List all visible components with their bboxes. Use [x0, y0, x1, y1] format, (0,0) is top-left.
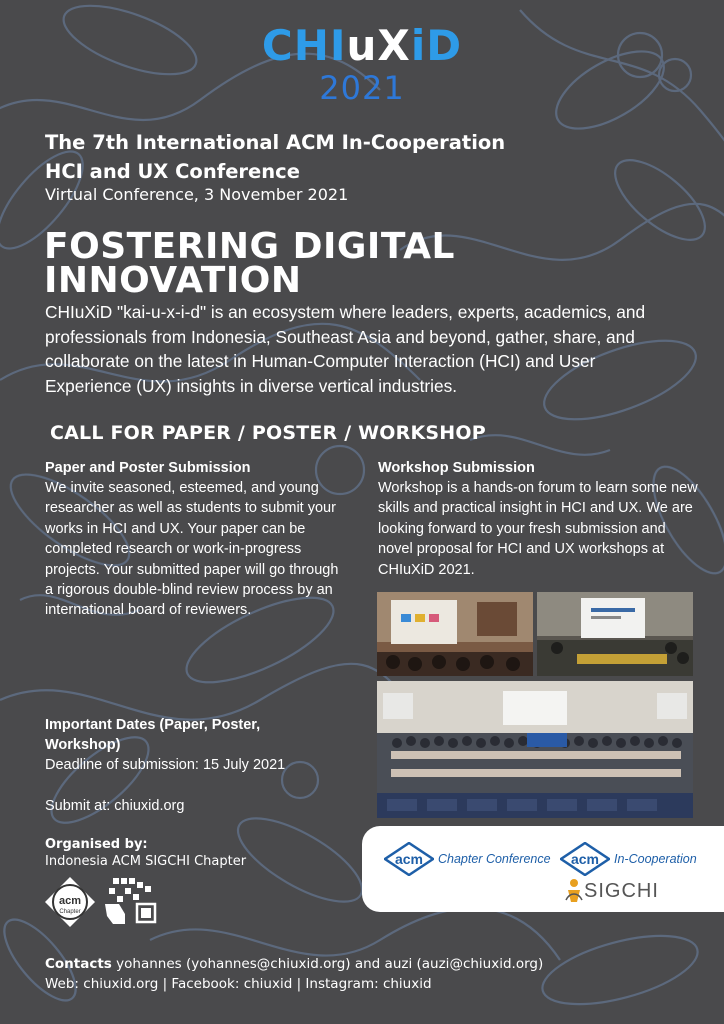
logo-year: 2021 — [319, 69, 405, 107]
theme-line2: INNOVATION — [44, 260, 302, 301]
paper-section — [45, 458, 350, 621]
conference-title-line2: HCI and UX Conference — [45, 160, 300, 183]
contacts-line — [45, 954, 705, 974]
theme-line1: FOSTERING DIGITAL — [44, 226, 455, 267]
acm-in-cooperation-logo — [560, 842, 697, 876]
chapter-conference-label: Chapter Conference — [438, 852, 551, 866]
acm-logo-subtext: Chapter — [59, 909, 81, 915]
conference-title-line1: The 7th International ACM In-Cooperation — [45, 131, 506, 154]
cfp-heading: CALL FOR PAPER / POSTER / WORKSHOP — [50, 422, 486, 444]
contacts-section — [45, 954, 705, 994]
paper-heading: Paper and Poster Submission — [45, 460, 251, 476]
conference-title — [45, 128, 605, 186]
contacts-text: yohannes (yohannes@chiuxid.org) and auzi (auzi@chiuxid.org) — [116, 956, 544, 972]
sigchi-figure-icon — [564, 878, 584, 904]
acm-diamond-icon — [384, 842, 434, 876]
important-dates — [45, 715, 335, 775]
dates-deadline: Deadline of submission: 15 July 2021 — [45, 757, 286, 773]
contacts-label: Contacts — [45, 956, 112, 972]
sigchi-chapter-icon — [103, 876, 158, 926]
workshop-section — [378, 458, 698, 580]
photo-collage — [377, 592, 693, 818]
conference-subtitle: Virtual Conference, 3 November 2021 — [45, 185, 349, 204]
logo-part-chi: CHI — [261, 21, 347, 70]
photo-presentation — [377, 592, 533, 676]
logo-part-ux: uX — [346, 21, 411, 70]
acm-diamond-icon — [560, 842, 610, 876]
intro-paragraph: CHIuXiD "kai-u-x-i-d" is an ecosystem where leaders, experts, academics, and professionals from Indonesia, Southeast Asia and beyond, gather, share, and collaborate on the latest in Human-Computer Interaction (HCI) and User Experience (UX) insights in diverse vertical industries. — [45, 302, 646, 396]
acm-text: acm — [570, 851, 600, 867]
sigchi-label: SIGCHI — [584, 879, 659, 902]
theme-heading — [44, 226, 664, 301]
organiser-label: Organised by: — [45, 837, 148, 852]
partner-logos-panel — [362, 826, 724, 912]
photo-lecture-room — [537, 592, 693, 676]
acm-logo-text: acm — [58, 895, 82, 907]
in-cooperation-label: In-Cooperation — [614, 852, 697, 866]
photo-group — [377, 681, 693, 818]
web-social-line: Web: chiuxid.org | Facebook: chiuxid | Instagram: chiuxid — [45, 976, 432, 992]
paper-body: We invite seasoned, esteemed, and young researcher as well as students to submit your works in HCI and UX. Your paper can be completed research or work-in-progress projects. Your submitted paper will go through a rigorous double-blind review process by an international board of reviewers. — [45, 480, 339, 619]
organiser-name: Indonesia ACM SIGCHI Chapter — [45, 854, 247, 869]
workshop-heading: Workshop Submission — [378, 460, 535, 476]
dates-heading: Important Dates (Paper, Poster, Workshop) — [45, 717, 261, 753]
acm-chapter-logo — [44, 876, 96, 928]
workshop-body: Workshop is a hands-on forum to learn some new skills and practical insight in HCI and UX. We are looking forward to your fresh submission and novel proposal for HCI and UX workshops at CHIuXiD 2021. — [378, 480, 698, 578]
submit-line: Submit at: chiuxid.org — [45, 798, 185, 814]
logo-part-id: iD — [410, 21, 463, 70]
acm-text: acm — [394, 851, 424, 867]
logo-wordmark — [0, 22, 724, 70]
acm-chapter-conference-logo — [384, 842, 551, 876]
conference-logo — [0, 22, 724, 106]
sigchi-logo — [564, 878, 659, 904]
